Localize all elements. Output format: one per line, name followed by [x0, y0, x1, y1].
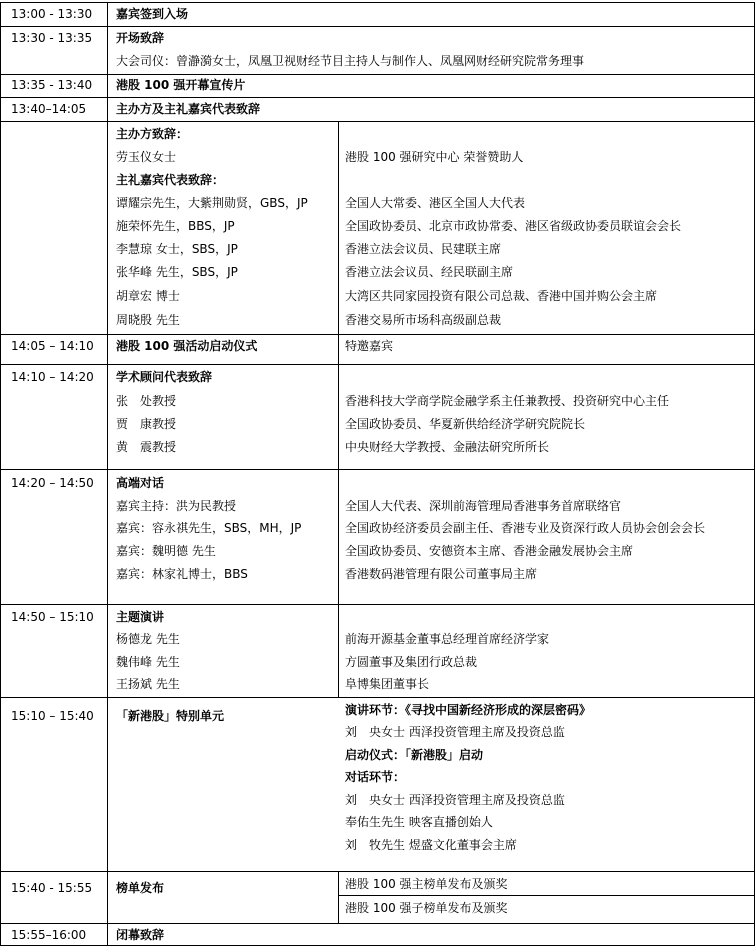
person-name: 贾 康教授 [116, 417, 177, 431]
speaker-line: 刘 央女士 西泽投资管理主席及投资总监 [345, 725, 565, 739]
person-name: 王扬斌 先生 [116, 677, 180, 691]
host-line: 大会司仪：曾瀞漪女士，凤凰卫视财经节目主持人与制作人、凤凰网财经研究院常务理事 [116, 54, 585, 68]
table-left-border [0, 2, 1, 946]
row-time: 14:20 – 14:50 [11, 476, 94, 490]
person-name: 黄 震教授 [116, 440, 177, 454]
section-heading: 主办方致辞： [116, 127, 189, 141]
person-name: 嘉宾：魏明德 先生 [116, 544, 216, 558]
row-title: 主题演讲 [116, 610, 165, 624]
row-title: 闭幕致辞 [116, 928, 165, 942]
row-border [0, 26, 755, 27]
person-name: 李慧琼 女士，SBS，JP [116, 242, 238, 256]
person-name: 嘉宾：林家礼博士，BBS [116, 567, 248, 581]
row-title: 港股 100 强开幕宣传片 [116, 78, 246, 92]
person-role: 港股 100 强研究中心 荣誉赞助人 [345, 150, 524, 164]
person-role: 全国人大代表、深圳前海管理局香港事务首席联络官 [345, 499, 622, 513]
row-border [0, 697, 755, 698]
person-name: 胡章宏 博士 [116, 289, 180, 303]
row-border [0, 121, 755, 122]
content-column-border [338, 334, 339, 365]
person-role: 香港立法会议员、民建联主席 [345, 242, 502, 256]
section-heading: 演讲环节：《寻找中国新经济形成的深层密码》 [345, 703, 592, 717]
person-role: 全国政协委员、华夏新供给经济学研究院院长 [345, 417, 586, 431]
row-border [0, 97, 755, 98]
person-name: 嘉宾主持：洪为民教授 [116, 499, 237, 513]
person-role: 全国政协委员、北京市政协常委、港区省级政协委员联谊会会长 [345, 219, 682, 233]
person-name: 张华峰 先生，SBS，JP [116, 265, 238, 279]
time-column-border [107, 2, 108, 946]
person-role: 全国政协委员、安德资本主席、香港金融发展协会主席 [345, 544, 634, 558]
person-role: 前海开源基金董事总经理首席经济学家 [345, 632, 550, 646]
row-border [0, 469, 755, 470]
row-time: 14:10 – 14:20 [11, 370, 94, 384]
person-role: 全国政协经济委员会副主任、香港专业及资深行政人员协会创会会长 [345, 521, 706, 535]
person-name: 杨德龙 先生 [116, 632, 180, 646]
speaker-line: 奉佑生先生 映客直播创始人 [345, 815, 493, 829]
row-border [0, 923, 755, 924]
row-title: 港股 100 强活动启动仪式 [116, 339, 258, 353]
row-time: 13:00 - 13:30 [11, 7, 93, 21]
row-time: 14:05 – 14:10 [11, 339, 94, 353]
award-item: 港股 100 强子榜单发布及颁奖 [345, 901, 508, 915]
content-column-border [338, 121, 339, 335]
person-name: 周晓殷 先生 [116, 313, 180, 327]
row-border [0, 74, 755, 75]
content-column-border [338, 604, 339, 698]
person-role: 香港交易所市场科高级副总裁 [345, 313, 502, 327]
section-heading: 主礼嘉宾代表致辞： [116, 173, 225, 187]
row-border [0, 871, 755, 872]
person-name: 魏伟峰 先生 [116, 655, 180, 669]
row-title: 「新港股」特别单元 [116, 709, 225, 723]
person-role: 阜博集团董事长 [345, 677, 430, 691]
person-name: 张 处教授 [116, 394, 177, 408]
section-heading: 对话环节： [345, 770, 406, 784]
row-title: 开场致辞 [116, 31, 165, 45]
row-border [0, 604, 755, 605]
row-time: 13:35 - 13:40 [11, 78, 93, 92]
speaker-line: 刘 牧先生 煜盛文化董事会主席 [345, 838, 517, 852]
content-column-border [338, 364, 339, 470]
row-title: 榜单发布 [116, 881, 165, 895]
section-heading: 启动仪式：「新港股」启动 [345, 748, 484, 762]
content-column-border [338, 871, 339, 924]
row-time: 15:10 – 15:40 [11, 709, 94, 723]
row-title: 学术顾问代表致辞 [116, 370, 213, 384]
award-item: 港股 100 强主榜单发布及颁奖 [345, 877, 508, 891]
row-time: 13:40–14:05 [11, 102, 87, 116]
row-time: 13:30 - 13:35 [11, 31, 93, 45]
row-border [0, 2, 755, 3]
row-title: 主办方及主礼嘉宾代表致辞 [116, 102, 261, 116]
row-desc: 特邀嘉宾 [345, 339, 394, 353]
person-role: 方圆董事及集团行政总裁 [345, 655, 478, 669]
row-title: 嘉宾签到入场 [116, 7, 189, 21]
person-role: 香港科技大学商学院金融学系主任兼教授、投资研究中心主任 [345, 394, 670, 408]
person-role: 中央财经大学教授、金融法研究所所长 [345, 440, 550, 454]
person-name: 谭耀宗先生，大紫荆勋贤，GBS，JP [116, 196, 308, 210]
speaker-line: 刘 央女士 西泽投资管理主席及投资总监 [345, 793, 565, 807]
row-time: 15:40 - 15:55 [11, 881, 93, 895]
row-time: 14:50 – 15:10 [11, 610, 94, 624]
row-title: 高端对话 [116, 476, 165, 490]
person-role: 全国人大常委、港区全国人大代表 [345, 196, 526, 210]
row-time: 15:55–16:00 [11, 928, 87, 942]
person-role: 大湾区共同家园投资有限公司总裁、香港中国并购公会主席 [345, 289, 658, 303]
row-border [0, 334, 755, 335]
content-column-border [338, 469, 339, 605]
row-border [0, 945, 755, 946]
person-role: 香港立法会议员、经民联副主席 [345, 265, 514, 279]
sub-row-border [338, 895, 755, 896]
row-border [0, 364, 755, 365]
person-role: 香港数码港管理有限公司董事局主席 [345, 567, 538, 581]
person-name: 嘉宾：容永祺先生，SBS，MH，JP [116, 521, 302, 535]
person-name: 施荣怀先生，BBS，JP [116, 219, 235, 233]
person-name: 劳玉仪女士 [116, 150, 177, 164]
